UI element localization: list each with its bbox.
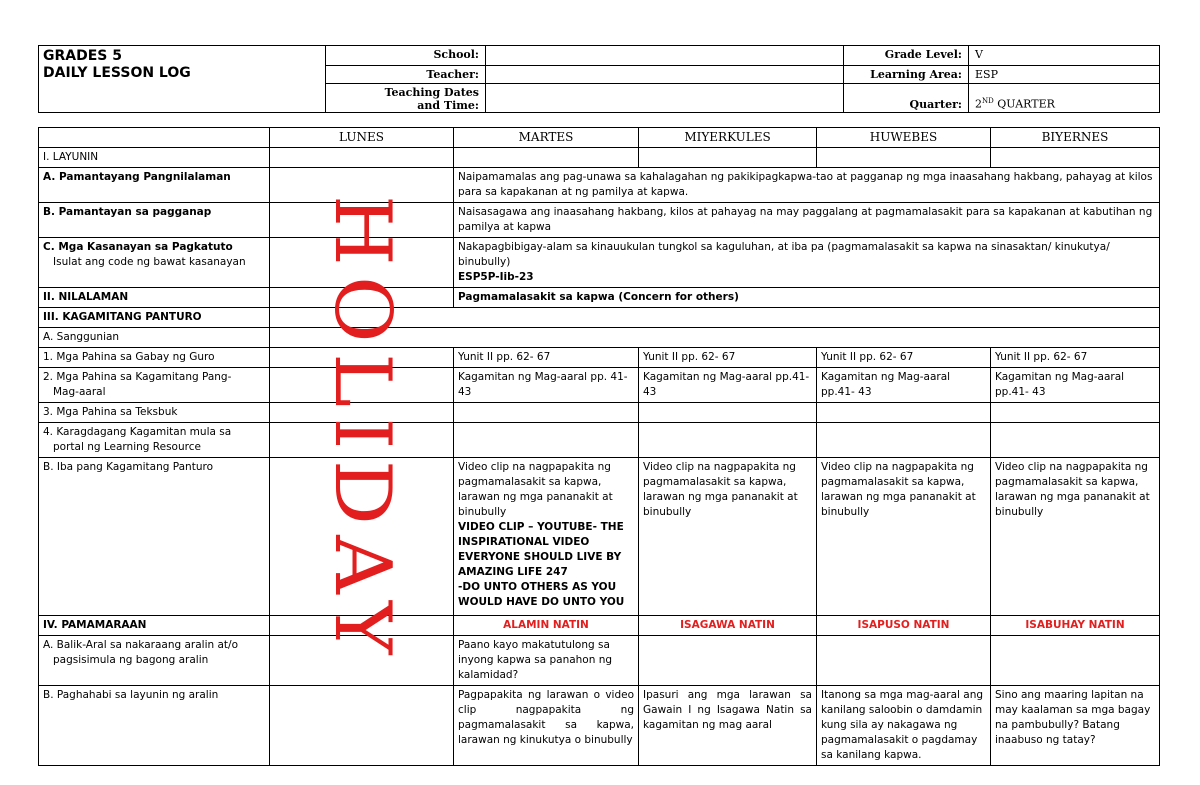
cell[interactable] [270,148,454,168]
magaaral-martes[interactable]: Kagamitan ng Mag-aaral pp. 41- 43 [454,368,639,403]
cell[interactable] [991,423,1160,458]
header-table [38,45,1160,113]
cell[interactable] [270,368,454,403]
grade-level-field[interactable]: V [969,46,1160,66]
paghahabi-huwebes[interactable]: Itanong sa mga mag-aaral ang kanilang saloobin o damdamin kung sila ay nakagawa ng pagmamalasakit o pagdamay sa kanilang kapwa. [817,686,991,766]
balik-martes[interactable]: Paano kayo makatutulong sa inyong kapwa sa panahon ng kalamidad? [454,636,639,686]
paghahabi-miyerkules[interactable]: Ipasuri ang mga larawan sa Gawain I ng Isagawa Natin sa kagamitan ng mag aaral [639,686,817,766]
row-label-pamantayang: A. Pamantayang Pangnilalaman [39,168,270,203]
video-description: Video clip na nagpapakita ng pagmamalasakit sa kapwa, larawan ng mga pananakit at binubully [458,461,613,518]
cell[interactable] [270,423,454,458]
cell[interactable] [639,403,817,423]
table-row [39,328,1160,348]
row-label-sanggunian: A. Sanggunian [39,328,270,348]
day-header-martes: MARTES [454,128,639,148]
video-clip-note: -DO UNTO OTHERS AS YOU WOULD HAVE DO UNTO YOU [458,581,625,608]
cell[interactable] [639,423,817,458]
document-title [39,46,326,113]
teaching-dates-label-line2: and Time: [417,99,479,112]
gabay-miyerkules[interactable]: Yunit II pp. 62- 67 [639,348,817,368]
teaching-dates-label-line1: Teaching Dates [384,86,479,99]
title-log: DAILY LESSON LOG [43,65,191,81]
cell[interactable] [991,403,1160,423]
phase-isagawa: ISAGAWA NATIN [639,616,817,636]
table-row [39,348,1160,368]
cell[interactable] [991,148,1160,168]
phase-isapuso: ISAPUSO NATIN [817,616,991,636]
karagdagang-label-line2: portal ng Learning Resource [53,441,201,453]
karagdagang-label-line1: 4. Karagdagang Kagamitan mula sa [43,426,232,438]
kasanayan-cell[interactable] [454,238,1160,288]
magaaral-label-line1: 2. Mga Pahina sa Kagamitang Pang- [43,371,232,383]
ibapang-biyernes[interactable]: Video clip na nagpapakita ng pagmamalasakit sa kapwa, larawan ng mga pananakit at binubully [991,458,1160,616]
cell[interactable] [270,168,454,203]
cell[interactable] [817,148,991,168]
teaching-dates-field[interactable] [486,84,844,113]
table-row [39,458,1160,616]
corner-cell [39,128,270,148]
day-header-row [39,128,1160,148]
ibapang-martes[interactable] [454,458,639,616]
kasanayan-text: Nakapagbibigay-alam sa kinauukulan tungkol sa kaguluhan, at iba pa (pagmamalasakit sa kapwa na sinasaktan/ kinukutya/ binubully) [458,241,1110,268]
teacher-field[interactable] [486,66,844,84]
quarter-field[interactable] [969,84,1160,113]
phase-isabuhay: ISABUHAY NATIN [991,616,1160,636]
row-label-pagganap: B. Pamantayan sa pagganap [39,203,270,238]
row-label-ibapang: B. Iba pang Kagamitang Panturo [39,458,270,616]
cell[interactable] [270,636,454,686]
day-header-biyernes: BIYERNES [991,128,1160,148]
pagganap-text[interactable]: Naisasagawa ang inaasahang hakbang, kilos at pahayag na may paggalang at pagmamalasakit para sa kapakanan at kabutihan ng pamilya at kapwa [454,203,1160,238]
cell[interactable] [270,686,454,766]
table-row [39,288,1160,308]
paghahabi-biyernes[interactable]: Sino ang maaring lapitan na may kaalaman sa mga bagay na pambubully? Batang inaabuso ng tatay? [991,686,1160,766]
cell[interactable] [270,308,1160,328]
balik-label-line1: A. Balik-Aral sa nakaraang aralin at/o [43,639,239,651]
teaching-dates-label [326,84,486,113]
table-row [39,686,1160,766]
magaaral-miyerkules[interactable]: Kagamitan ng Mag-aaral pp.41- 43 [639,368,817,403]
gabay-huwebes[interactable]: Yunit II pp. 62- 67 [817,348,991,368]
school-label: School: [326,46,486,66]
row-label-layunin: I. LAYUNIN [39,148,270,168]
row-label-gabay: 1. Mga Pahina sa Gabay ng Guro [39,348,270,368]
ibapang-huwebes[interactable]: Video clip na nagpapakita ng pagmamalasakit sa kapwa, larawan ng mga pananakit at binubully [817,458,991,616]
cell[interactable] [454,423,639,458]
cell[interactable] [991,636,1160,686]
ibapang-miyerkules[interactable]: Video clip na nagpapakita ng pagmamalasakit sa kapwa, larawan ng mga pananakit at binubully [639,458,817,616]
cell[interactable] [270,458,454,616]
cell[interactable] [817,636,991,686]
phase-alamin: ALAMIN NATIN [454,616,639,636]
row-label-pamamaraan: IV. PAMAMARAAN [39,616,270,636]
row-label-kasanayan [39,238,270,288]
magaaral-huwebes[interactable]: Kagamitan ng Mag-aaral pp.41- 43 [817,368,991,403]
magaaral-biyernes[interactable]: Kagamitan ng Mag-aaral pp.41- 43 [991,368,1160,403]
lesson-log-table [38,127,1160,766]
cell[interactable] [817,423,991,458]
day-header-huwebes: HUWEBES [817,128,991,148]
cell[interactable] [454,148,639,168]
learning-area-label: Learning Area: [844,66,969,84]
cell[interactable] [270,328,1160,348]
cell[interactable] [270,616,454,636]
school-field[interactable] [486,46,844,66]
table-row [39,168,1160,203]
quarter-text: QUARTER [993,98,1055,111]
paghahabi-martes[interactable]: Pagpapakita ng larawan o video clip nagpapakita ng pagmamalasakit sa kapwa, larawan ng kinukutya o binubully [454,686,639,766]
grade-level-label: Grade Level: [844,46,969,66]
table-row [39,636,1160,686]
cell[interactable] [270,348,454,368]
kasanayan-label: C. Mga Kasanayan sa Pagkatuto [43,241,233,253]
nilalaman-text[interactable]: Pagmamalasakit sa kapwa (Concern for others) [454,288,1160,308]
table-row [39,403,1160,423]
kasanayan-code: ESP5P-Iib-23 [458,271,534,283]
row-label-nilalaman: II. NILALAMAN [39,288,270,308]
quarter-label: Quarter: [844,84,969,113]
quarter-number: 2 [975,98,982,111]
balik-label-line2: pagsisimula ng bagong aralin [53,654,209,666]
quarter-suffix: ND [982,97,994,106]
day-header-lunes: LUNES [270,128,454,148]
cell[interactable] [639,148,817,168]
pamantayang-text[interactable]: Naipamamalas ang pag-unawa sa kahalagahan ng pakikipagkapwa-tao at pagganap ng mga inaasahang hakbang, pahayag at kilos para sa kapakanan at ng pamilya at kapwa. [454,168,1160,203]
cell[interactable] [270,203,454,238]
row-label-balik-aral [39,636,270,686]
cell[interactable] [817,403,991,423]
row-label-kagamitan: III. KAGAMITANG PANTURO [39,308,270,328]
cell[interactable] [270,238,454,288]
gabay-biyernes[interactable]: Yunit II pp. 62- 67 [991,348,1160,368]
table-row [39,238,1160,288]
row-label-karagdagang [39,423,270,458]
learning-area-field[interactable]: ESP [969,66,1160,84]
magaaral-label-line2: Mag-aaral [53,386,106,398]
row-label-paghahabi: B. Paghahabi sa layunin ng aralin [39,686,270,766]
cell[interactable] [454,403,639,423]
row-label-magaaral [39,368,270,403]
title-grade: GRADES 5 [43,48,122,64]
teacher-label: Teacher: [326,66,486,84]
table-row [39,368,1160,403]
cell[interactable] [270,288,454,308]
table-row [39,203,1160,238]
video-clip-title: VIDEO CLIP – YOUTUBE- THE INSPIRATIONAL VIDEO EVERYONE SHOULD LIVE BY AMAZING LIFE 247 [458,521,624,578]
day-header-miyerkules: MIYERKULES [639,128,817,148]
holiday-text: HOLIDAY [317,195,407,647]
cell[interactable] [639,636,817,686]
cell[interactable] [270,403,454,423]
table-row [39,616,1160,636]
table-row [39,148,1160,168]
table-row [39,423,1160,458]
row-label-teksbuk: 3. Mga Pahina sa Teksbuk [39,403,270,423]
kasanayan-sublabel: Isulat ang code ng bawat kasanayan [53,256,246,268]
table-row [39,308,1160,328]
gabay-martes[interactable]: Yunit II pp. 62- 67 [454,348,639,368]
